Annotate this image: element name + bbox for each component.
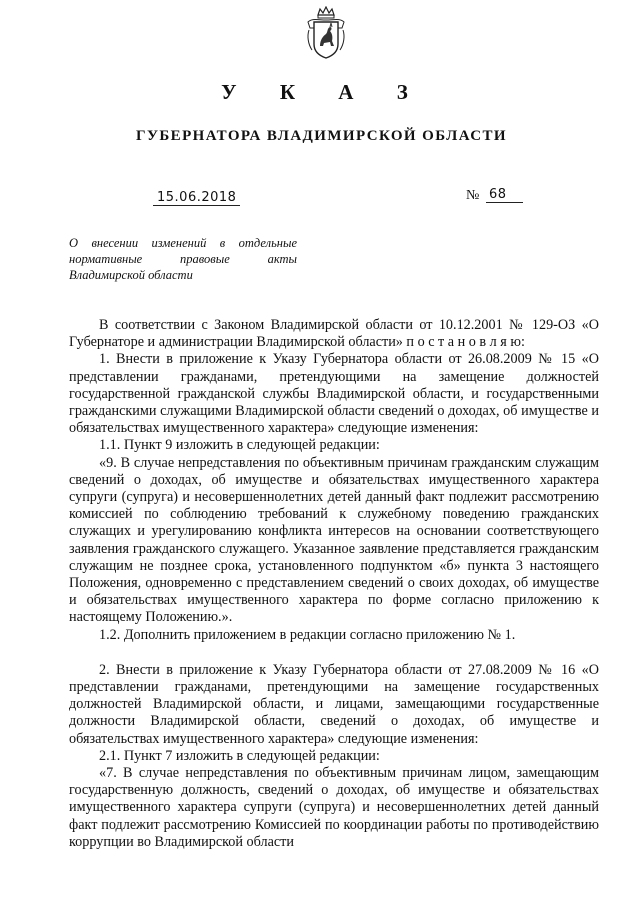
document-number: 68 — [486, 187, 523, 203]
paragraph-item-1-2: 1.2. Дополнить приложением в редакции согласно приложению № 1. — [99, 626, 516, 643]
paragraph-item-2-1: 2.1. Пункт 7 изложить в следующей редакции: — [99, 747, 380, 764]
paragraph-quote-9: «9. В случае непредставления по объективным причинам гражданским служащим сведений о доходах, об имуществе и обязательствах имущественного характера супруги (супруга) и несовершеннолетних детей данный факт подлежит рассмотрению комиссией по соблюдению требований к служебному поведению гражданских служащих и урегулированию конфликта интересов на основании соответствующего заявления гражданского служащего. Указанное заявление представляется гражданским служащим не позднее срока, установленного подпунктом «б» пункта 3 настоящего Положения, одновременно с представлением сведений о своих доходах, об имуществе и обязательствах имущественного характера по форме согласно приложению к настоящему Положению.». — [69, 454, 599, 626]
coat-of-arms-emblem — [304, 6, 348, 60]
document-date: 15.06.2018 — [153, 190, 240, 206]
paragraph-item-1: 1. Внести в приложение к Указу Губернатора области от 26.08.2009 № 15 «О представлении гражданами, претендующими на замещение должностей государственной гражданской службы Владимирской области, и государственными гражданскими служащими Владимирской области сведений о доходах, об имуществе и обязательствах имущественного характера» следующие изменения: — [69, 351, 599, 437]
document-heading-note: О внесении изменений в отдельные нормативные правовые акты Владимирской области — [69, 236, 297, 282]
paragraph-quote-7: «7. В случае непредставления по объективным причинам лицом, замещающим государственную должность, сведений о доходах, об имуществе и обязательствах имущественного характера супруги (супруга) и несовершеннолетних детей данный факт подлежит рассмотрению Комиссией по координации работы по противодействию коррупции во Владимирской области — [69, 765, 599, 850]
document-number-label: № — [466, 188, 480, 203]
paragraph-item-1-1: 1.1. Пункт 9 изложить в следующей редакции: — [99, 437, 380, 454]
paragraph-preamble: В соответствии с Законом Владимирской области от 10.12.2001 № 129-ОЗ «О Губернаторе и администрации Владимирской области» п о с т а н о в л я ю: — [69, 317, 599, 351]
document-subtitle: ГУБЕРНАТОРА ВЛАДИМИРСКОЙ ОБЛАСТИ — [136, 128, 507, 144]
document-title: У К А З — [221, 80, 427, 104]
document-body — [69, 317, 599, 851]
paragraph-item-2: 2. Внести в приложение к Указу Губернатора области от 27.08.2009 № 16 «О представлении гражданами, претендующими на замещение государственных должностей Владимирской области, и лицами, замещающими государственные должности Владимирской области, сведений о доходах, об имуществе и обязательствах имущественного характера» следующие изменения: — [69, 661, 599, 747]
